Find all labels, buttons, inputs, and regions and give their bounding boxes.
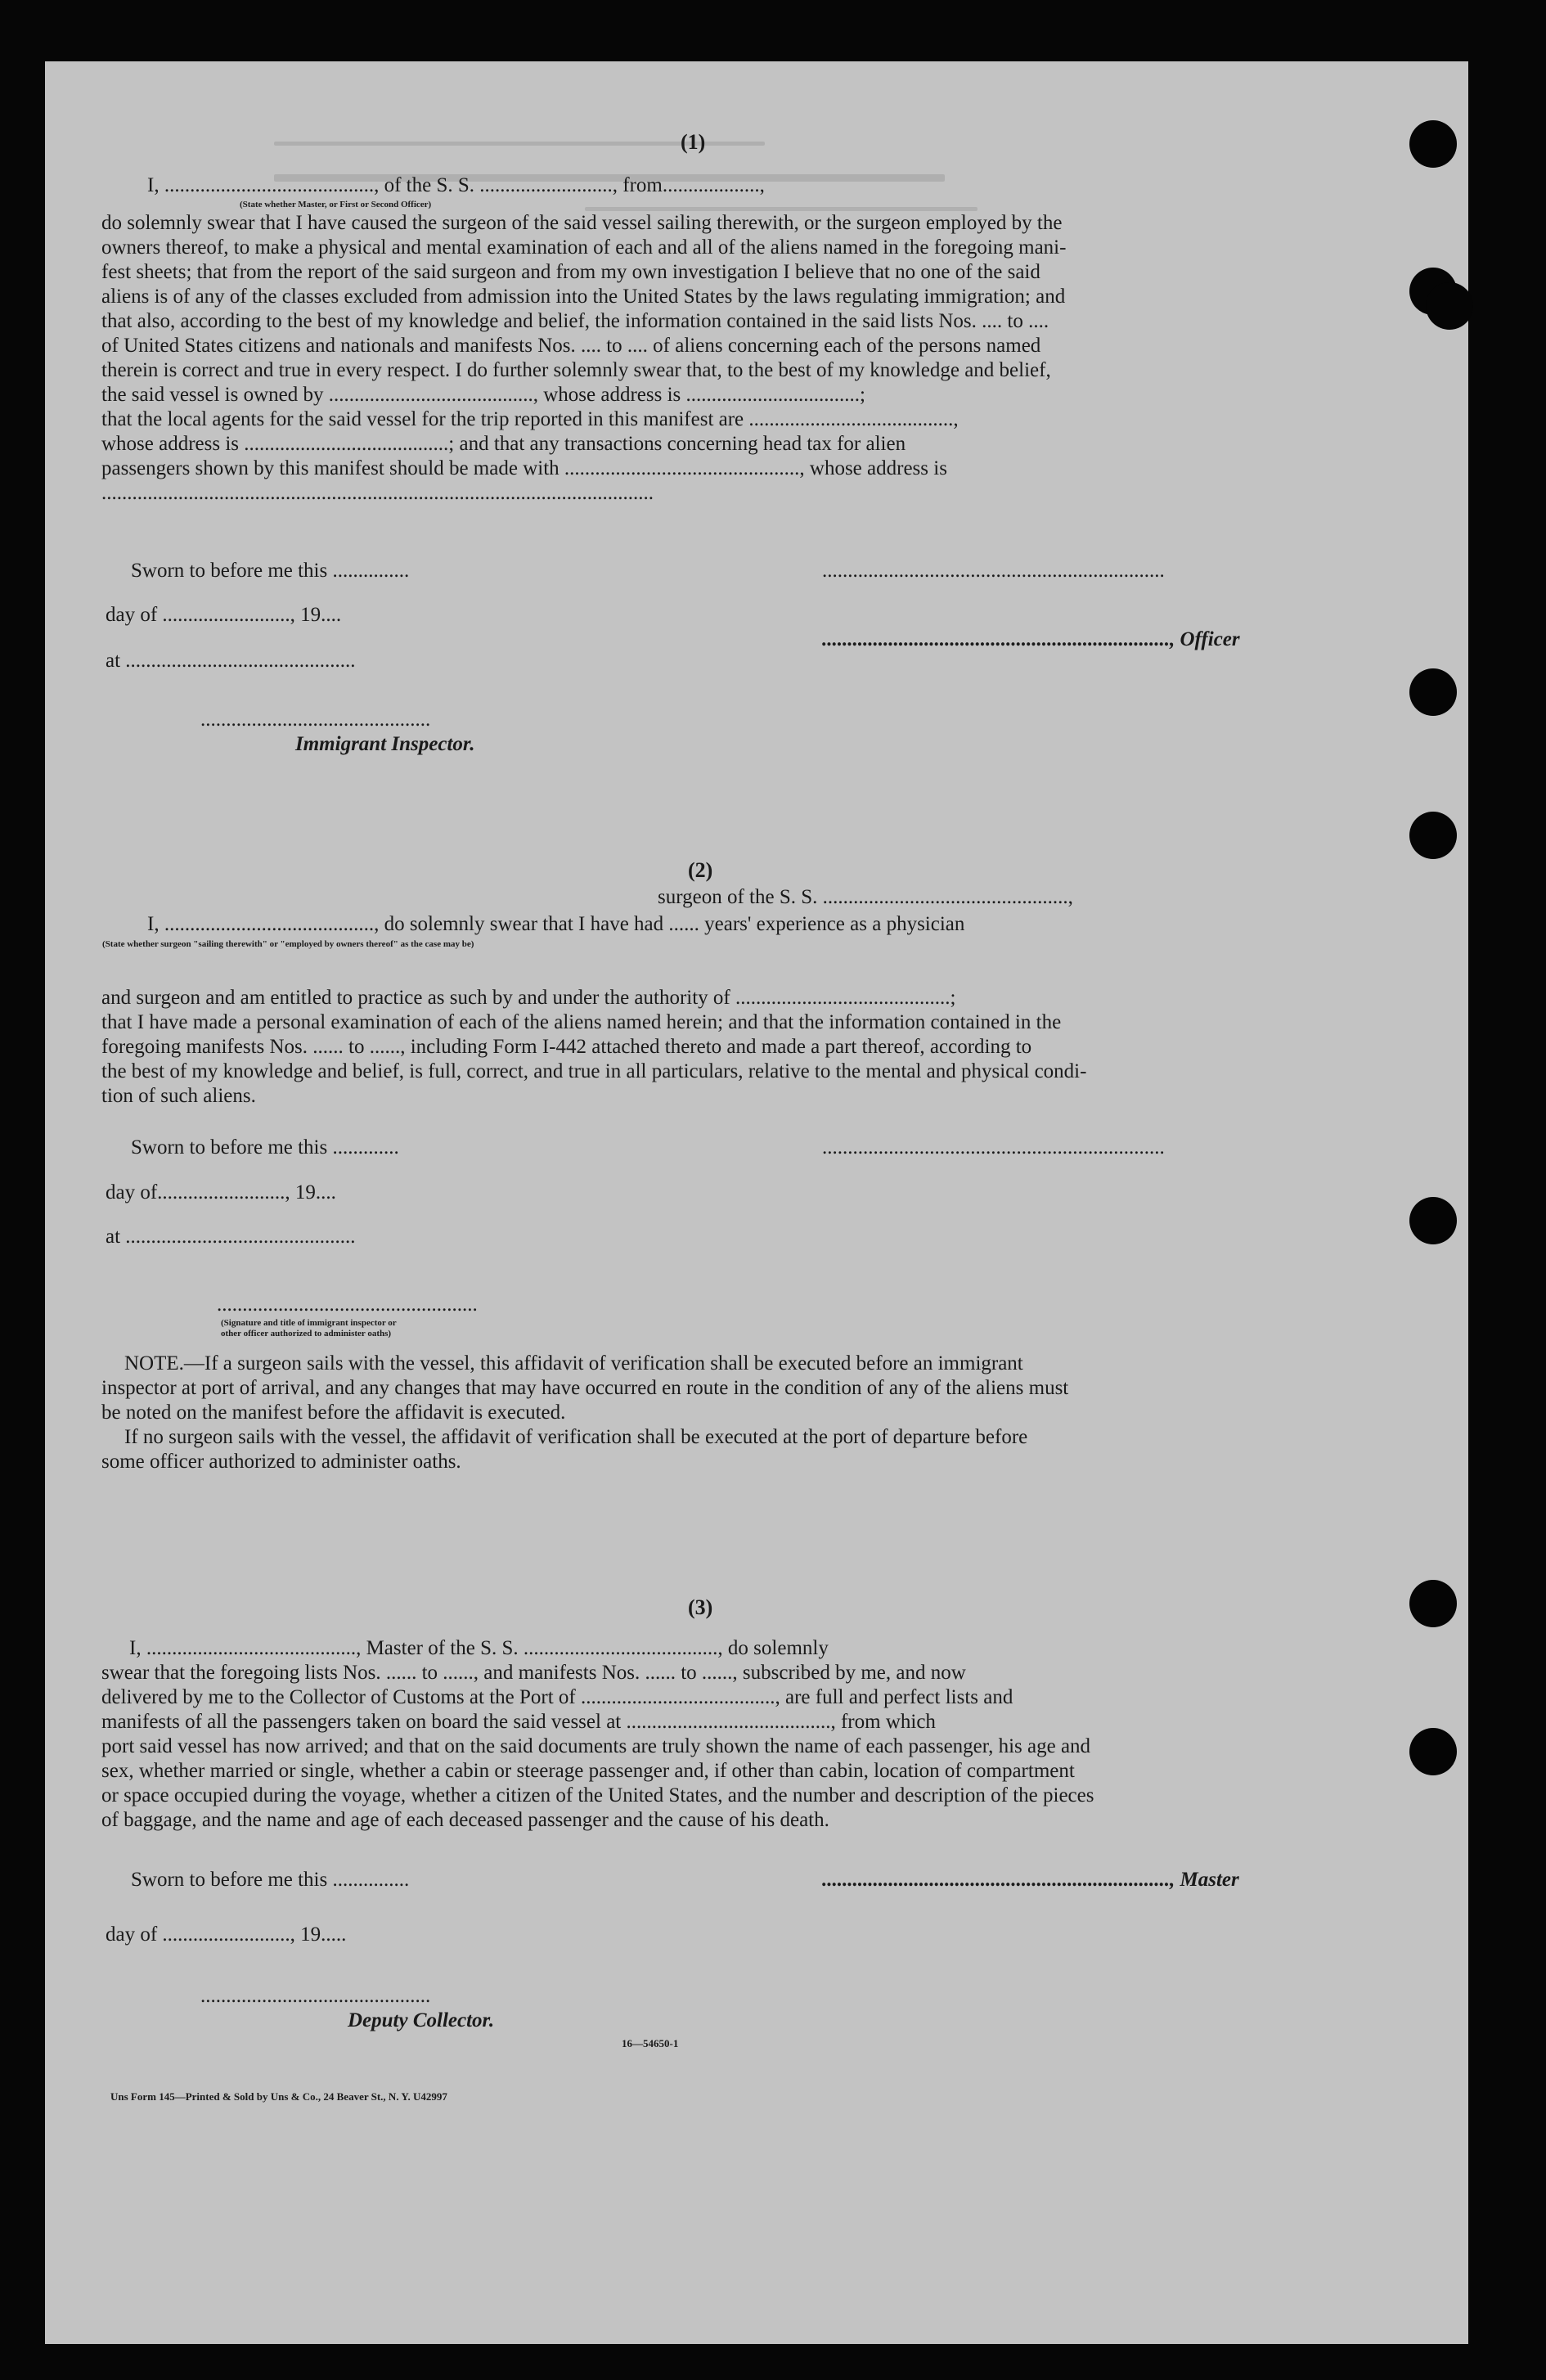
section-2-right-dots: ...................................................................: [822, 1136, 1165, 1159]
section-2-sig-hint-2: other officer authorized to administer oaths): [221, 1329, 392, 1338]
oath-line: the said vessel is owned by ........................................, whose address is ..................................;: [101, 384, 865, 406]
punch-hole: [1409, 120, 1457, 168]
manifest-page: [45, 61, 1468, 2344]
oath-line: therein is correct and true in every respect. I do further solemnly swear that, to the best of my knowledge and belief,: [101, 359, 1051, 381]
section-2-sig-hint-1: (Signature and title of immigrant inspector or: [221, 1318, 397, 1328]
oath-line: ............................................................................................................: [101, 482, 654, 504]
oath-line: whose address is ........................................; and that any transactions concerning head tax for alien: [101, 433, 906, 455]
section-1-number: (1): [681, 130, 706, 154]
punch-hole: [1426, 282, 1473, 330]
section-3-day: day of ........................., 19.....: [106, 1923, 347, 1946]
oath-line: I, ........................................., Master of the S. S. ......................................, do solemnly: [129, 1637, 829, 1659]
note-line: be noted on the manifest before the affidavit is executed.: [101, 1401, 566, 1424]
section-2-sig-dots: ...................................................: [217, 1293, 478, 1316]
punch-hole: [1409, 812, 1457, 859]
section-1-inspector: Immigrant Inspector.: [295, 733, 475, 755]
section-1-officer-line: I, ........................................., of the S. S. .........................., from...................,: [147, 174, 765, 196]
oath-line: foregoing manifests Nos. ...... to ......, including Form I-442 attached thereto and made a part thereof, according to: [101, 1036, 1032, 1058]
section-1-sig-dots: .............................................: [200, 709, 431, 731]
oath-line: owners thereof, to make a physical and mental examination of each and all of the aliens named in the foregoing mani-: [101, 236, 1067, 259]
oath-line: or space occupied during the voyage, whether a citizen of the United States, and the number and description of the pieces: [101, 1784, 1094, 1806]
oath-line: passengers shown by this manifest should be made with .............................................., whose address is: [101, 457, 947, 479]
punch-hole: [1409, 1728, 1457, 1775]
section-2-at: at .............................................: [106, 1226, 356, 1248]
oath-line: swear that the foregoing lists Nos. ...... to ......, and manifests Nos. ...... to ......, subscribed by me, and now: [101, 1662, 966, 1684]
punch-hole: [1409, 1197, 1457, 1244]
section-3-master: ...................................................................., Master: [822, 1869, 1239, 1891]
section-1-right-dots: ...................................................................: [822, 560, 1165, 582]
section-2-day: day of........................., 19....: [106, 1181, 336, 1203]
section-3-collector: Deputy Collector.: [348, 2009, 495, 2031]
section-2-vessel-line: surgeon of the S. S. ................................................,: [658, 886, 1073, 908]
form-code: 16—54650-1: [622, 2037, 679, 2049]
oath-line: delivered by me to the Collector of Customs at the Port of ......................................, are full and perfect lists and: [101, 1686, 1013, 1708]
section-1-officer: ...................................................................., Officer: [822, 628, 1240, 650]
oath-line: aliens is of any of the classes excluded from admission into the United States by the laws regulating immigration; and: [101, 286, 1066, 308]
oath-line: tion of such aliens.: [101, 1085, 256, 1107]
section-3-sig-dots: .............................................: [200, 1985, 431, 2007]
section-2-surgeon-line: I, ........................................., do solemnly swear that I have had ...... years' experience as a physician: [147, 913, 965, 935]
section-3-number: (3): [688, 1595, 713, 1619]
oath-line: of baggage, and the name and age of each deceased passenger and the cause of his death.: [101, 1809, 829, 1831]
oath-line: manifests of all the passengers taken on board the said vessel at ........................................, from which: [101, 1711, 936, 1733]
note-line: NOTE.—If a surgeon sails with the vessel, this affidavit of verification shall be executed before an immigrant: [124, 1352, 1023, 1374]
section-1-day: day of ........................., 19....: [106, 604, 342, 626]
oath-line: that I have made a personal examination of each of the aliens named herein; and that the information contained in the: [101, 1011, 1062, 1033]
section-1-oath-text: [101, 211, 1345, 506]
section-3-sworn: Sworn to before me this ...............: [131, 1869, 410, 1891]
section-3-oath-text: [101, 1636, 1345, 1833]
section-2-note: [101, 1352, 1345, 1474]
punch-hole: [1409, 668, 1457, 716]
section-2-number: (2): [688, 858, 713, 882]
section-2-surgeon-hint: (State whether surgeon "sailing therewith" or "employed by owners thereof" as the case may be): [102, 939, 474, 949]
section-1-sworn: Sworn to before me this ...............: [131, 560, 410, 582]
oath-line: that the local agents for the said vessel for the trip reported in this manifest are ........................................,: [101, 408, 959, 430]
oath-line: fest sheets; that from the report of the said surgeon and from my own investigation I believe that no one of the said: [101, 261, 1040, 283]
section-1-officer-hint: (State whether Master, or First or Second Officer): [240, 200, 432, 209]
note-line: inspector at port of arrival, and any changes that may have occurred en route in the condition of any of the aliens must: [101, 1377, 1069, 1399]
oath-line: do solemnly swear that I have caused the surgeon of the said vessel sailing therewith, or the surgeon employed by the: [101, 212, 1063, 234]
note-line: If no surgeon sails with the vessel, the affidavit of verification shall be executed at the port of departure before: [124, 1426, 1028, 1448]
section-1-at: at .............................................: [106, 650, 356, 672]
note-line: some officer authorized to administer oaths.: [101, 1451, 461, 1473]
oath-line: and surgeon and am entitled to practice as such by and under the authority of ..........................................;: [101, 987, 956, 1009]
oath-line: the best of my knowledge and belief, is full, correct, and true in all particulars, relative to the mental and physical condi-: [101, 1060, 1087, 1082]
section-2-oath-text: [101, 986, 1345, 1109]
oath-line: that also, according to the best of my knowledge and belief, the information contained in the said lists Nos. .... to ....: [101, 310, 1049, 332]
oath-line: sex, whether married or single, whether a cabin or steerage passenger and, if other than cabin, location of compartment: [101, 1760, 1075, 1782]
punch-hole: [1409, 1580, 1457, 1627]
section-2-sworn: Sworn to before me this .............: [131, 1136, 399, 1159]
oath-line: port said vessel has now arrived; and that on the said documents are truly shown the name of each passenger, his age and: [101, 1735, 1091, 1757]
oath-line: of United States citizens and nationals and manifests Nos. .... to .... of aliens concerning each of the persons named: [101, 335, 1041, 357]
printer-footer: Uns Form 145—Printed & Sold by Uns & Co., 24 Beaver St., N. Y. U42997: [110, 2090, 447, 2103]
